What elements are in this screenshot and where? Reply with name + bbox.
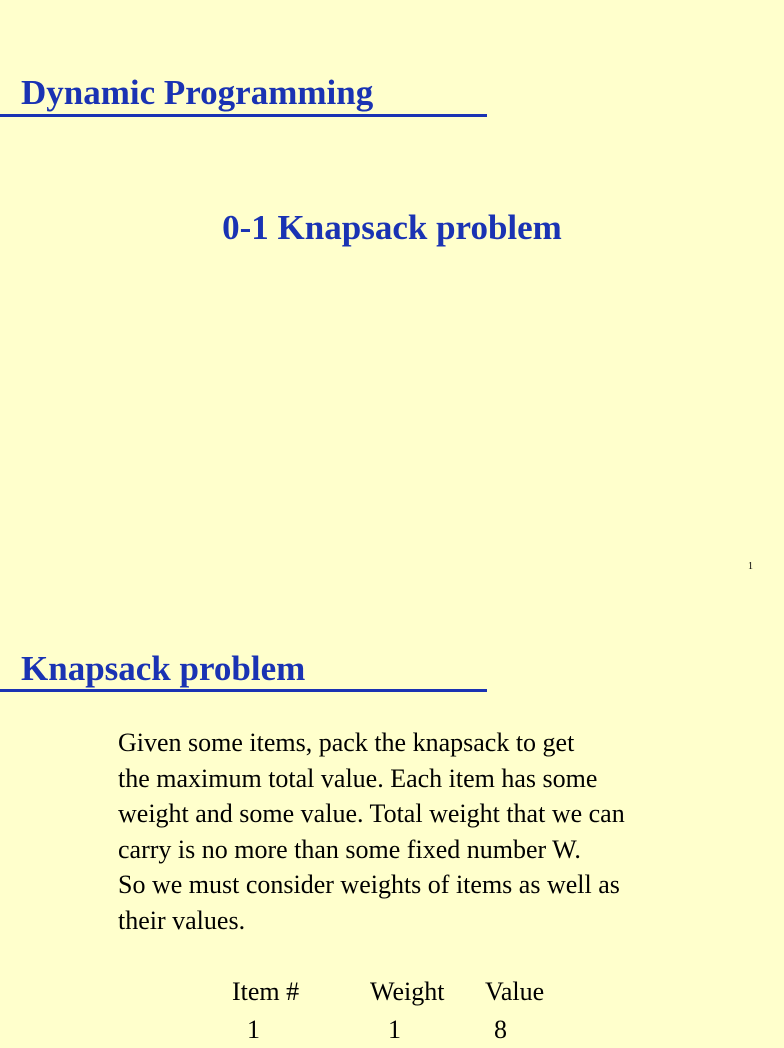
- column-header-weight: Weight: [370, 977, 445, 1006]
- column-header-item: Item #: [232, 977, 300, 1006]
- column-header-value: Value: [485, 977, 545, 1006]
- title-underline: [0, 689, 487, 692]
- table-header-row: [0, 974, 768, 1010]
- body-line: the maximum total value. Each item has some: [118, 763, 598, 793]
- table-cell-weight: 1: [388, 1015, 401, 1044]
- slide-1-title: Dynamic Programming: [21, 73, 374, 112]
- body-line: So we must consider weights of items as well as: [118, 870, 620, 899]
- table-row: [0, 1012, 768, 1048]
- slide-1-subtitle: 0-1 Knapsack problem: [222, 208, 562, 247]
- body-paragraph: [118, 725, 738, 938]
- body-line: their values.: [118, 905, 246, 935]
- slide-2: [0, 576, 768, 1044]
- title-underline: [0, 114, 487, 117]
- slide-2-title: Knapsack problem: [21, 649, 306, 688]
- body-line: Given some items, pack the knapsack to get: [118, 728, 575, 757]
- table-cell-item: 1: [247, 1015, 260, 1044]
- page-number: 1: [748, 561, 753, 572]
- body-line: weight and some value. Total weight that we can: [118, 799, 625, 828]
- body-line: carry is no more than some fixed number W.: [118, 834, 581, 864]
- table-cell-value: 8: [494, 1015, 507, 1044]
